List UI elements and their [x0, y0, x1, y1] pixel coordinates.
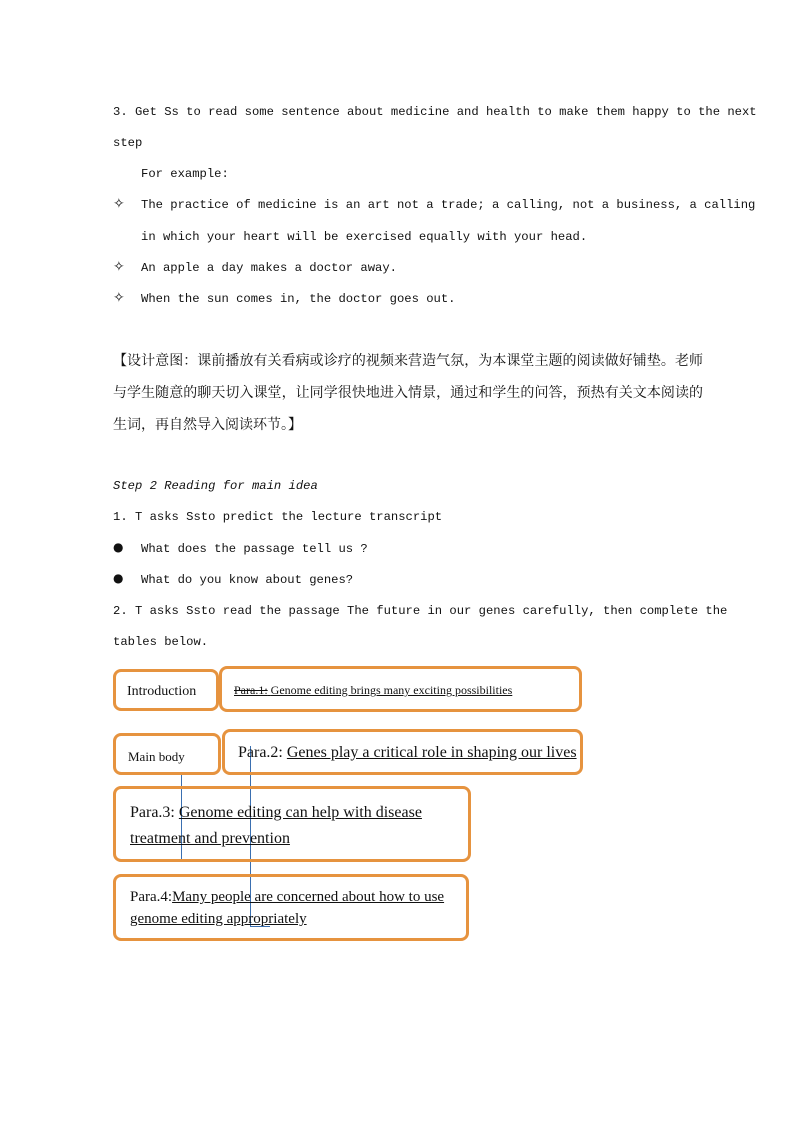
quote-1-line-1: The practice of medicine is an art not a trade; a calling, not a business, a calling — [141, 198, 756, 212]
para-4-box — [113, 874, 469, 941]
diamond-bullet-icon: ✧ — [113, 196, 125, 212]
para-2-text: Genes play a critical role in shaping our lives — [286, 744, 577, 761]
introduction-label: Introduction — [127, 684, 197, 699]
para-1-box — [219, 666, 582, 712]
for-example-label: For example: — [141, 167, 229, 181]
bullet-dot-icon: ● — [113, 571, 124, 585]
step-2-item-2-line-1: 2. T asks Ssto read the passage The future in our genes carefully, then complete the — [113, 604, 728, 618]
quote-3: When the sun comes in, the doctor goes out. — [141, 292, 456, 306]
quote-2: An apple a day makes a doctor away. — [141, 261, 397, 275]
para-2-box — [222, 729, 583, 775]
bullet-dot-icon: ● — [113, 540, 124, 554]
para-4-text-1: Many people are concerned about how to use — [172, 889, 445, 905]
para-2-label: Para.2: — [238, 744, 283, 761]
step-2-heading: Step 2 Reading for main idea — [113, 479, 318, 493]
para-4-line-1 — [130, 889, 444, 906]
para-1-text: Genome editing brings many exciting possibilities — [270, 683, 513, 697]
para-1-label: Para.1: — [234, 683, 268, 697]
question-1: What does the passage tell us ? — [141, 542, 368, 556]
para-2-line — [238, 744, 577, 762]
diamond-bullet-icon: ✧ — [113, 259, 125, 275]
para-3-line-1 — [130, 804, 422, 822]
design-intent-paragraph: 【设计意图：课前播放有关看病或诊疗的视频来营造气氛，为本课堂主题的阅读做好铺垫。老师与学生随意的聊天切入课堂，让同学很快地进入情景，通过和学生的问答，预热有关文本阅读的生词，再自然导入阅读环节。】 — [113, 353, 703, 433]
para-1-line — [234, 683, 512, 698]
step-2-item-1: 1. T asks Ssto predict the lecture transcript — [113, 510, 443, 524]
item-3-line-1: 3. Get Ss to read some sentence about medicine and health to make them happy to the next — [113, 105, 757, 119]
item-3-line-2: step — [113, 136, 143, 150]
question-2: What do you know about genes? — [141, 573, 354, 587]
diamond-bullet-icon: ✧ — [113, 290, 125, 306]
introduction-box — [113, 669, 219, 711]
para-4-text-2: genome editing appropriately — [130, 911, 307, 927]
main-body-box — [113, 733, 221, 775]
para-3-text-2: treatment and prevention — [130, 830, 290, 847]
step-2-item-2-line-2: tables below. — [113, 635, 209, 649]
quote-1-line-2: in which your heart will be exercised equally with your head. — [141, 230, 588, 244]
para-3-text-1: Genome editing can help with disease — [178, 804, 422, 821]
para-3-box — [113, 786, 471, 862]
para-3-label: Para.3: — [130, 804, 175, 821]
para-4-label: Para.4: — [130, 889, 173, 905]
main-body-label: Main body — [128, 749, 185, 764]
